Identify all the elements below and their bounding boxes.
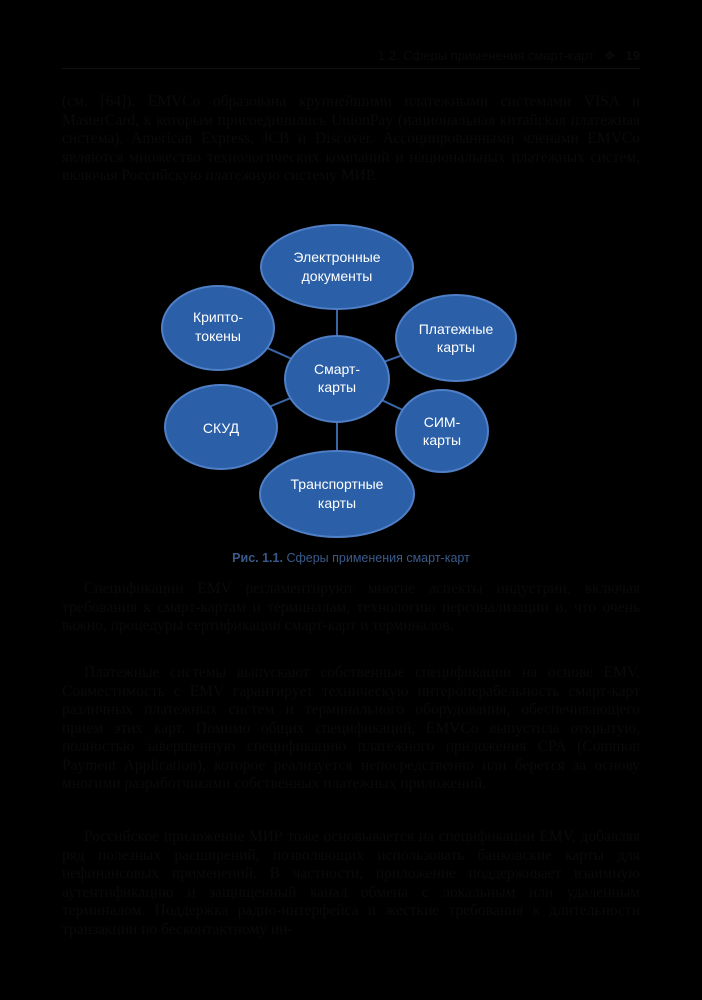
figure-caption-text: Сферы применения смарт-карт bbox=[286, 551, 470, 565]
paragraph-2: Спецификации EMV регламентируют многие аспекты индустрии, включая требования к смарт-картам и терминалам, технологию персонализации и, что очень важно, процедуры сертификации смарт-карт и терминалов. bbox=[62, 580, 640, 634]
node-electronic-documents-line-1: Электронные bbox=[293, 249, 381, 265]
page-number: 19 bbox=[625, 48, 640, 63]
running-head-ornament-icon: ❖ bbox=[603, 48, 616, 63]
node-electronic-documents-line-2: документы bbox=[301, 268, 373, 284]
node-sim-cards-line-2: карты bbox=[422, 432, 462, 448]
running-head bbox=[62, 48, 640, 69]
figure-caption bbox=[62, 551, 640, 565]
node-transport-cards-line-2: карты bbox=[317, 495, 357, 511]
running-head-section: 1.2. Сферы применения смарт-карт bbox=[377, 48, 594, 63]
paragraph-3: Платежные системы выпускают собственные спецификации на основе EMV. Совместимость с EMV гарантирует техническую интероперабельность смарт-карт различных платежных систем и терминального оборудования, обеспечивающего прием этих карт. Помимо общих спецификаций, EMVCo выпустила открытую, полностью завершенную спецификацию платежного приложения CPA (Common Payment Application), которое реализуется непосредственно или берется за основу многими разработчиками собственных платежных приложений. bbox=[62, 664, 640, 792]
figure-caption-number: Рис. 1.1. bbox=[232, 551, 283, 565]
node-center-line-1: Смарт- bbox=[313, 361, 361, 377]
node-center-line-2: карты bbox=[317, 379, 357, 395]
node-center-smart-cards bbox=[285, 336, 389, 422]
node-crypto-tokens-line-1: Крипто- bbox=[192, 309, 244, 325]
node-skud bbox=[165, 385, 277, 469]
node-crypto-tokens-line-2: токены bbox=[195, 328, 241, 344]
node-sim-cards-line-1: СИМ- bbox=[423, 414, 461, 430]
smart-card-diagram bbox=[160, 224, 540, 544]
node-transport-cards-line-1: Транспортные bbox=[290, 476, 384, 492]
node-transport-cards bbox=[260, 451, 414, 537]
paragraph-4: Российское приложение МИР тоже основывается на спецификации EMV, добавляя ряд полезных расширений, позволяющих использовать банковские карты для нефинансовых применений. В частности, приложение поддерживает взаимную аутентификацию и защищенный канал обмена с локальным или удаленным терминалом. Поддержка радио-интерфейса и жесткие требования к длительности транзакции по бесконтактному ин- bbox=[62, 828, 640, 938]
node-payment-cards-line-1: Платежные bbox=[418, 321, 494, 337]
node-skud-line-1: СКУД bbox=[202, 420, 240, 436]
node-sim-cards bbox=[396, 390, 488, 472]
paragraph-1: (см. [64]). EMVCo образована крупнейшими платежными системами VISA и MasterCard, к которым присоединились UnionPay (национальная китайская платежная система), American Express, JCB и Discover. Ассоциированными членами EMVCo являются множество технологических компаний и национальных платежных систем, включая Российскую платежную систему МИР. bbox=[62, 93, 640, 184]
node-crypto-tokens bbox=[162, 286, 274, 370]
node-electronic-documents bbox=[261, 225, 413, 309]
node-payment-cards-line-2: карты bbox=[436, 339, 476, 355]
node-payment-cards bbox=[396, 295, 516, 381]
